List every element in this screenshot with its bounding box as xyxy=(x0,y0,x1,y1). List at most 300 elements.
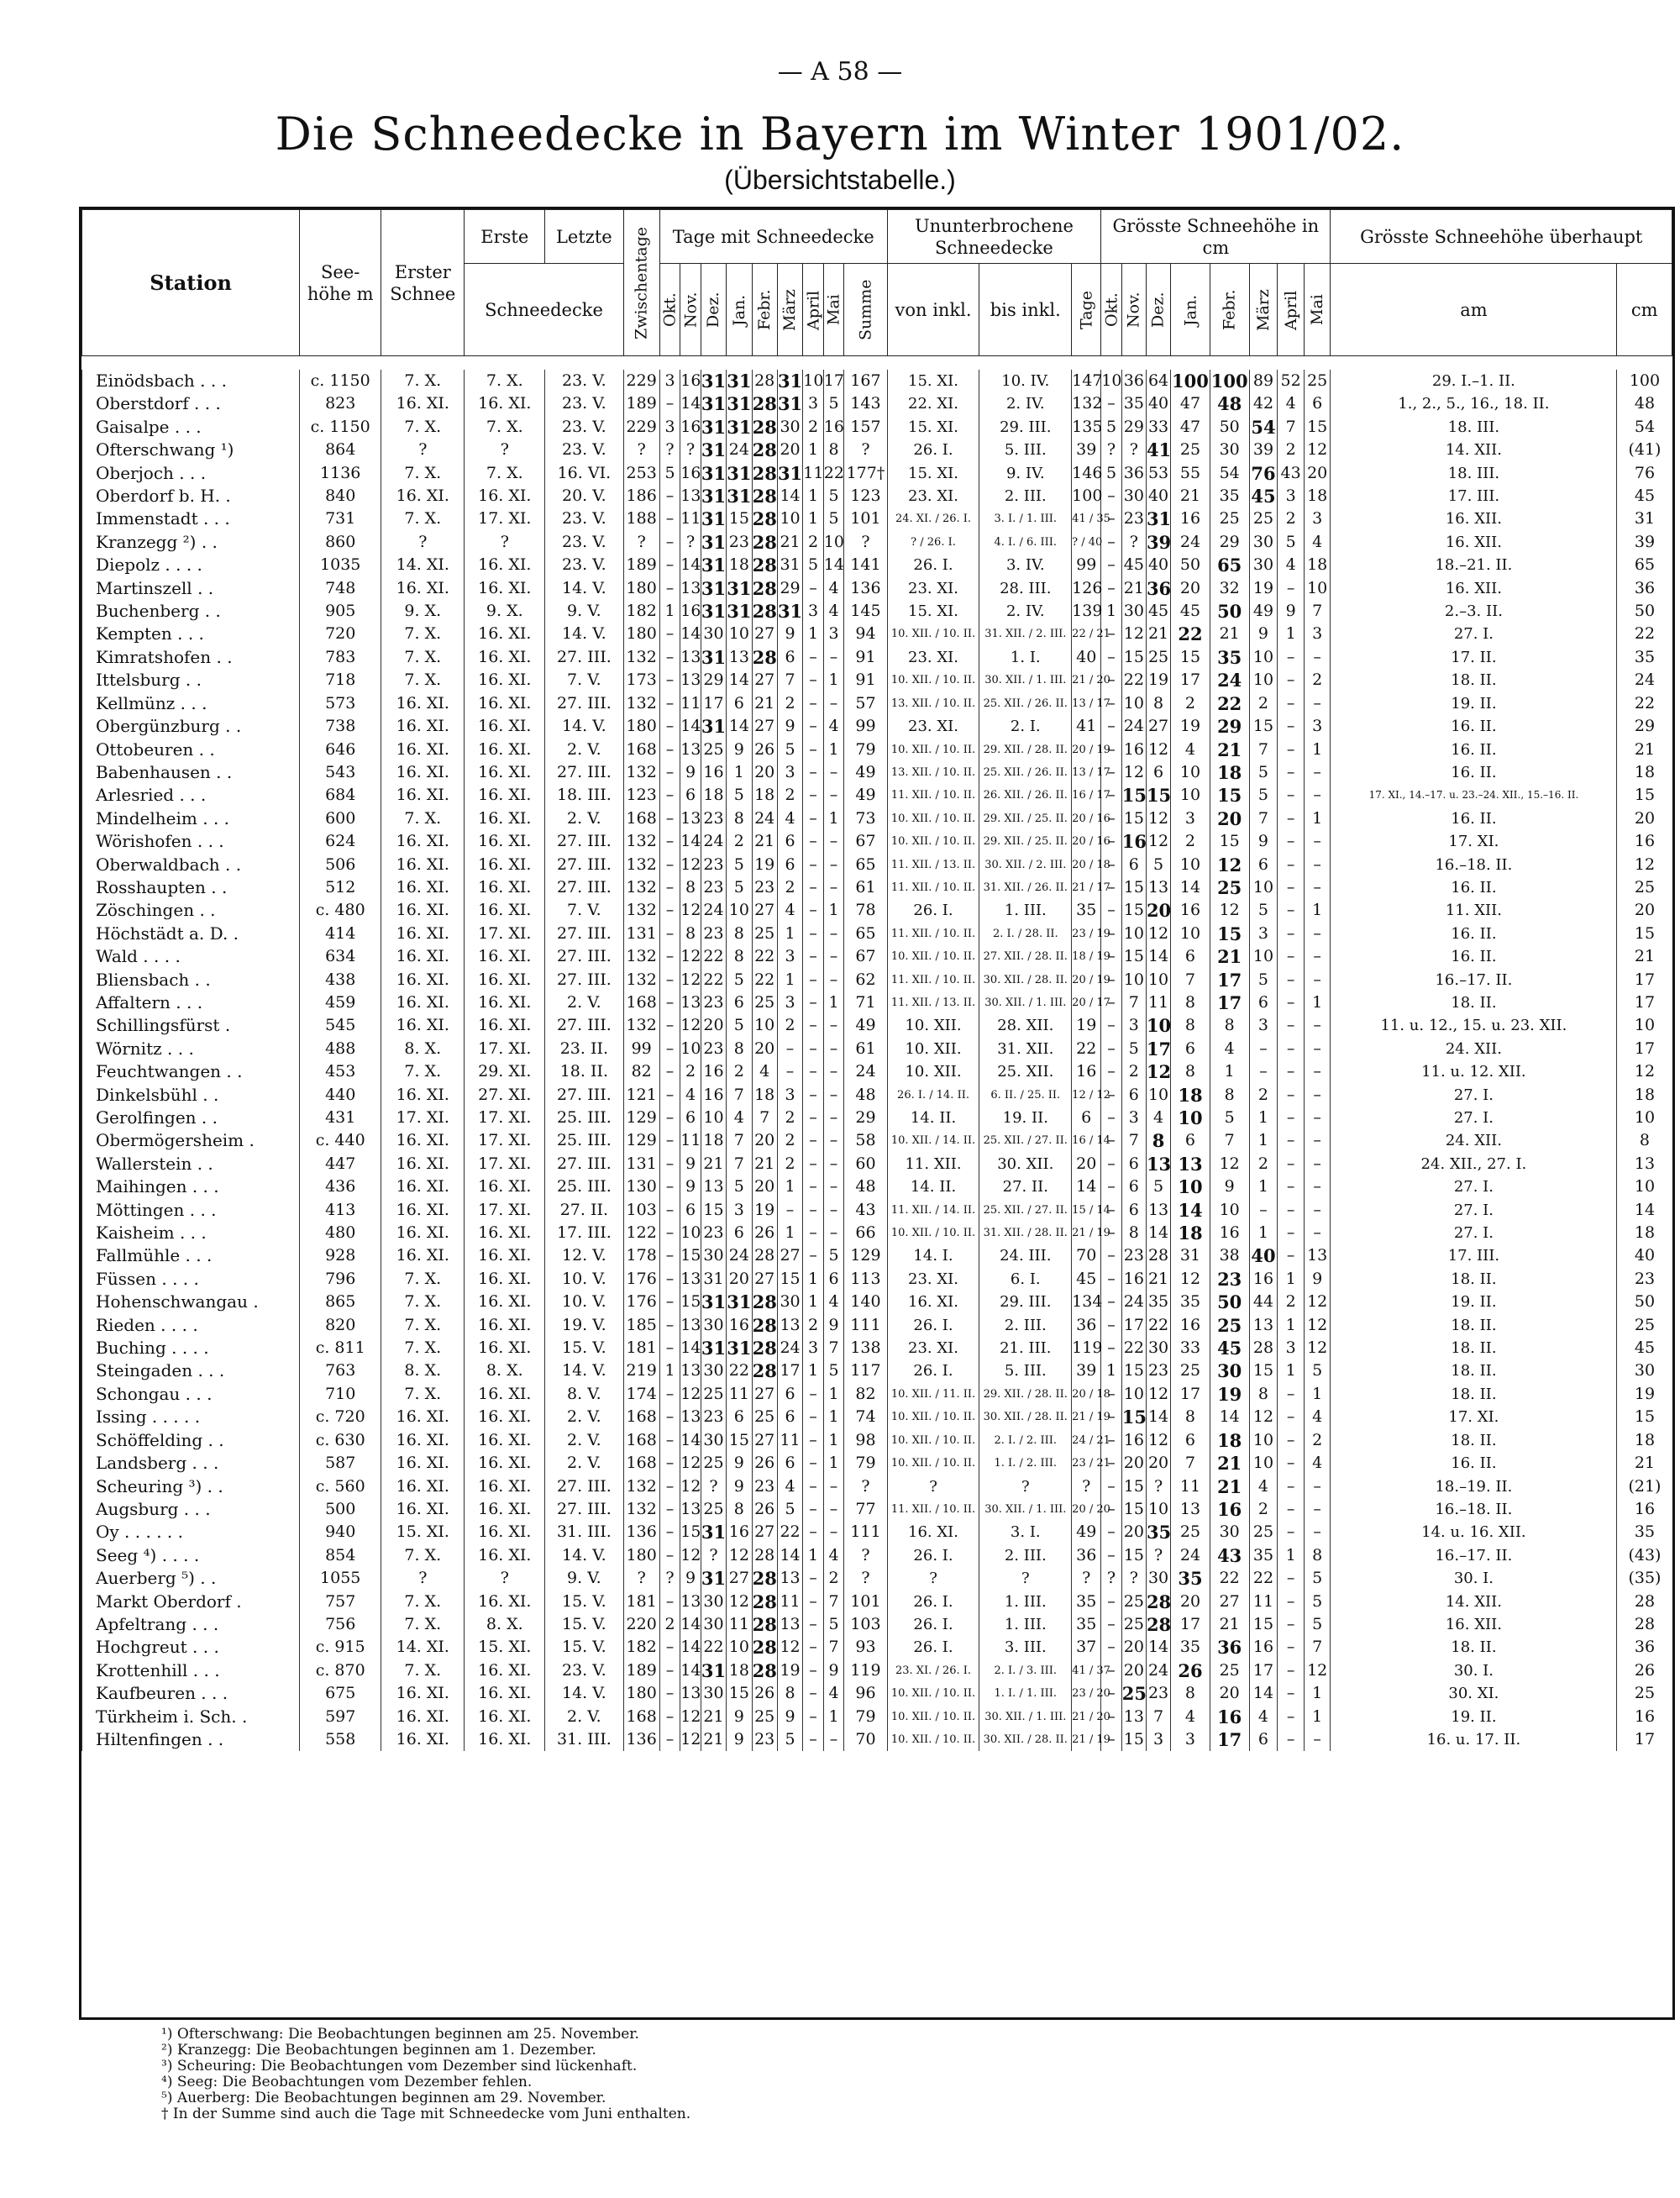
station-name: Feuchtwangen . . xyxy=(82,1060,300,1083)
table-cell: 10. XII. xyxy=(887,1038,979,1060)
table-cell: 17 xyxy=(1121,1314,1146,1337)
table-cell: 2. V. xyxy=(545,1406,623,1428)
table-cell: – xyxy=(659,1521,680,1543)
table-cell: 6 xyxy=(1249,1728,1278,1751)
table-cell: 54 xyxy=(1249,416,1278,439)
table-cell: 16. XI. xyxy=(381,854,465,876)
table-cell: 12 xyxy=(1146,923,1170,945)
table-cell: 28 xyxy=(752,462,777,484)
table-cell: 16. XI. xyxy=(381,1014,465,1037)
table-cell: 22 xyxy=(1249,1567,1278,1590)
table-cell: 18 xyxy=(1617,1084,1672,1107)
table-cell: 1 xyxy=(659,1359,680,1382)
table-cell: 25. III. xyxy=(545,1107,623,1129)
table-cell: – xyxy=(659,623,680,645)
table-cell: 4 xyxy=(1146,1107,1170,1129)
table-cell: 16 xyxy=(1249,1636,1278,1659)
table-cell: 15 xyxy=(1146,785,1172,807)
table-cell: 28 xyxy=(1146,1613,1172,1635)
table-cell: 25 xyxy=(752,1406,777,1428)
table-cell: – xyxy=(659,1107,680,1129)
table-cell: – xyxy=(1278,1175,1305,1198)
table-cell: ? xyxy=(1121,1567,1146,1590)
table-cell: 2 xyxy=(803,1314,824,1337)
table-cell: 1 xyxy=(823,1406,844,1428)
table-cell: 15 xyxy=(1121,646,1146,669)
table-cell: 7. X. xyxy=(465,462,545,485)
table-row xyxy=(82,1129,1672,1152)
table-cell: 18. III. xyxy=(545,784,623,807)
table-cell: 23 / 21 xyxy=(1072,1452,1101,1475)
table-cell: 20 xyxy=(1146,1452,1170,1475)
table-cell: – xyxy=(1101,761,1122,784)
table-cell: – xyxy=(659,507,680,530)
table-cell: – xyxy=(803,1498,824,1521)
table-cell: 720 xyxy=(300,623,381,645)
table-cell: 9 xyxy=(727,1728,752,1751)
table-cell: 168 xyxy=(623,1406,659,1428)
table-cell: 10 xyxy=(803,370,824,392)
table-cell: 28 xyxy=(752,646,777,668)
table-cell: 130 xyxy=(623,1175,659,1198)
table-cell: 10 xyxy=(1617,1175,1672,1198)
table-cell: 15. XI. xyxy=(887,600,979,623)
table-cell: 20 xyxy=(1617,899,1672,922)
table-cell: 6 xyxy=(1249,854,1278,876)
table-cell: 10. XII. / 10. II. xyxy=(887,1706,979,1728)
table-cell: 9 xyxy=(727,1452,752,1475)
table-cell: 1 xyxy=(803,623,824,645)
table-cell: 99 xyxy=(623,1038,659,1060)
table-cell: 1 xyxy=(777,923,802,945)
table-cell: 1 xyxy=(1278,1359,1305,1382)
table-cell: 7. X. xyxy=(465,370,545,392)
table-cell: 16. XI. xyxy=(465,1682,545,1705)
table-cell: 41 / 35 xyxy=(1072,507,1101,530)
table-cell: 8. X. xyxy=(381,1038,465,1060)
table-cell: 111 xyxy=(844,1314,887,1337)
table-row xyxy=(82,1567,1672,1590)
table-cell: 143 xyxy=(844,392,887,415)
table-cell: – xyxy=(823,1222,844,1244)
header-cm-nov: Nov. xyxy=(1121,264,1146,356)
table-cell: 140 xyxy=(844,1291,887,1313)
table-cell: 20 / 16 xyxy=(1072,830,1101,853)
table-cell: 5 xyxy=(1121,1038,1146,1060)
table-cell: 12 xyxy=(1304,1337,1331,1359)
table-cell: 16. XI. xyxy=(465,554,545,576)
table-cell: 1 xyxy=(777,969,802,991)
table-cell: 15 xyxy=(1121,1544,1146,1567)
table-cell: 16 xyxy=(727,1521,752,1543)
table-cell: 6. II. / 25. II. xyxy=(979,1084,1072,1107)
table-cell: 6 xyxy=(777,854,802,876)
table-cell: 11. XII. xyxy=(1331,899,1617,922)
table-cell: 24 xyxy=(1210,669,1249,691)
station-name: Hiltenfingen . . xyxy=(82,1728,300,1751)
table-cell: 2 xyxy=(777,876,802,899)
table-cell: 7. X. xyxy=(381,1613,465,1636)
table-cell: – xyxy=(1101,1222,1122,1244)
table-cell: 16. XI. xyxy=(381,715,465,738)
table-cell: 132 xyxy=(1072,392,1101,415)
table-cell: 1 xyxy=(823,899,844,922)
table-cell: 188 xyxy=(623,507,659,530)
table-cell: – xyxy=(803,807,824,830)
table-cell: 1 xyxy=(1304,1706,1331,1728)
table-cell: 132 xyxy=(623,830,659,853)
table-cell: 17. XI. xyxy=(465,507,545,530)
table-cell: 16. XI. xyxy=(465,1429,545,1452)
table-cell: 25 xyxy=(701,1498,726,1521)
table-cell: – xyxy=(823,1129,844,1152)
table-cell: 413 xyxy=(300,1199,381,1222)
table-cell: – xyxy=(659,531,680,554)
table-cell: 11. XII. / 13. II. xyxy=(887,991,979,1014)
table-cell: 27. III. xyxy=(545,1014,623,1037)
table-cell: 9 xyxy=(680,1175,701,1198)
table-cell: 6 xyxy=(680,1199,701,1222)
table-cell: 15 xyxy=(1617,923,1672,945)
table-cell: 30 xyxy=(1210,1359,1249,1382)
table-cell: 4 xyxy=(1278,554,1305,576)
footnotes xyxy=(161,2027,1253,2122)
table-cell: 7. X. xyxy=(381,370,465,392)
table-cell: 31. XII. / 28. II. xyxy=(979,1222,1072,1244)
table-cell: 189 xyxy=(623,392,659,415)
table-cell: 16. XI. xyxy=(381,692,465,715)
table-cell: – xyxy=(803,761,824,784)
table-cell: – xyxy=(1101,969,1122,991)
table-cell: 29 xyxy=(777,577,802,600)
table-cell: 15 xyxy=(1304,416,1331,439)
table-cell: 16. XI. xyxy=(465,1544,545,1567)
table-cell: 5 xyxy=(777,1498,802,1521)
table-cell: 24 xyxy=(844,1060,887,1083)
table-cell: 43 xyxy=(844,1199,887,1222)
table-cell: – xyxy=(1101,623,1122,645)
table-cell: 18 xyxy=(701,1129,726,1152)
table-cell: 840 xyxy=(300,485,381,507)
table-cell: 11 xyxy=(777,1429,802,1452)
table-cell: 12 xyxy=(1210,854,1249,876)
table-cell: 16. XI. xyxy=(381,485,465,507)
table-cell: 14 xyxy=(823,554,844,576)
station-name: Schillingsfürst . xyxy=(82,1014,300,1037)
table-cell: – xyxy=(659,1659,680,1682)
table-cell: 16. XI. xyxy=(381,1682,465,1705)
table-cell: 219 xyxy=(623,1359,659,1382)
table-cell: 731 xyxy=(300,507,381,530)
table-cell: 6 xyxy=(777,1383,802,1406)
table-cell: 19 xyxy=(1210,1383,1249,1406)
table-cell: 29. XI. xyxy=(465,1060,545,1083)
table-cell: 10 xyxy=(823,531,844,554)
table-cell: – xyxy=(1304,1498,1331,1521)
table-cell: 50 xyxy=(1171,554,1210,576)
table-cell: 30 xyxy=(1121,600,1146,623)
station-name: Buching . . . . xyxy=(82,1337,300,1359)
table-cell: 45 xyxy=(1121,554,1146,576)
table-cell: – xyxy=(659,784,680,807)
table-cell: 13 xyxy=(680,1591,701,1613)
table-cell: 7. X. xyxy=(381,807,465,830)
table-cell: 16 xyxy=(1072,1060,1101,1083)
table-cell: 13 xyxy=(680,1314,701,1337)
table-cell: – xyxy=(803,1706,824,1728)
table-cell: 15 xyxy=(1121,1728,1146,1751)
table-cell: 31 xyxy=(727,1338,752,1359)
table-row xyxy=(82,1659,1672,1682)
table-cell: 3. IV. xyxy=(979,554,1072,576)
table-cell: – xyxy=(803,784,824,807)
table-cell: 21 / 20 xyxy=(1072,669,1101,691)
table-cell: 17. XI. xyxy=(381,1107,465,1129)
table-cell: 100 xyxy=(1172,371,1209,392)
table-cell: 185 xyxy=(623,1314,659,1337)
table-cell: 4 xyxy=(1171,739,1210,761)
table-cell: – xyxy=(1101,646,1122,669)
header-month-nov: Nov. xyxy=(680,264,701,356)
table-cell: 16 xyxy=(1121,831,1147,853)
page-number: — A 58 — xyxy=(777,57,903,87)
table-cell: 21 xyxy=(752,1153,777,1175)
table-cell: – xyxy=(1101,1014,1122,1037)
table-cell: c. 480 xyxy=(300,899,381,922)
footnote: † In der Summe sind auch die Tage mit Schneedecke vom Juni enthalten. xyxy=(161,2106,691,2122)
table-cell: 16. XI. xyxy=(465,577,545,600)
station-name: Steingaden . . . xyxy=(82,1359,300,1382)
table-cell: 21. III. xyxy=(979,1337,1072,1359)
table-cell: 16 xyxy=(701,761,726,784)
table-cell: 17. XI. xyxy=(465,1107,545,1129)
table-row xyxy=(82,1038,1672,1060)
table-cell: 2 xyxy=(1278,439,1305,461)
table-cell: 18. III. xyxy=(1331,416,1617,439)
table-cell: 12 xyxy=(727,1544,752,1567)
table-cell: 5 xyxy=(1146,1175,1170,1198)
header-cm-jan: Jan. xyxy=(1171,264,1210,356)
table-cell: 23. V. xyxy=(545,439,623,461)
table-cell: 15 xyxy=(680,1244,701,1267)
table-cell: 113 xyxy=(844,1268,887,1291)
table-row xyxy=(82,945,1672,968)
table-cell: 6 xyxy=(1072,1107,1101,1129)
table-cell: 10 xyxy=(752,1014,777,1037)
table-cell: – xyxy=(659,991,680,1014)
table-cell: 9 xyxy=(680,1567,701,1590)
table-cell: 31 xyxy=(727,371,752,392)
table-cell: 16. XI. xyxy=(381,1199,465,1222)
table-cell: 16. XII. xyxy=(1331,507,1617,530)
table-cell: 31 xyxy=(701,462,727,484)
table-cell: 2 xyxy=(1121,1060,1146,1083)
table-cell: 31 xyxy=(701,531,727,553)
table-cell: 16 / 14 xyxy=(1072,1129,1101,1152)
table-cell: 15 xyxy=(1121,785,1147,807)
table-cell: 12 xyxy=(680,1383,701,1406)
table-cell: 10. XII. / 14. II. xyxy=(887,1129,979,1152)
table-cell: 14 xyxy=(727,715,752,738)
table-cell: 15 xyxy=(1171,646,1210,669)
table-cell: 13 xyxy=(777,1314,802,1337)
table-cell: 1. III. xyxy=(979,1591,1072,1613)
table-cell: 11. XII. / 10. II. xyxy=(887,1498,979,1521)
table-cell: – xyxy=(1101,1682,1122,1705)
table-cell: 27 xyxy=(777,1244,802,1267)
table-cell: 18 xyxy=(1617,1222,1672,1244)
table-cell: 18 xyxy=(1171,1084,1210,1107)
table-cell: 132 xyxy=(623,1498,659,1521)
table-cell: 27. I. xyxy=(1331,1175,1617,1198)
table-cell: 16. XI. xyxy=(465,1268,545,1291)
table-cell: 12. V. xyxy=(545,1244,623,1267)
table-cell: ? xyxy=(659,439,680,461)
table-cell: 14 xyxy=(1171,876,1210,899)
table-cell: 3 xyxy=(803,1337,824,1359)
table-cell: 168 xyxy=(623,1706,659,1728)
station-name: Wörishofen . . . xyxy=(82,830,300,853)
table-cell: 1 xyxy=(777,1222,802,1244)
table-cell: – xyxy=(1278,1060,1305,1083)
table-cell: 31. XII. / 26. II. xyxy=(979,876,1072,899)
table-cell: 31 xyxy=(727,577,752,599)
table-cell: 2 xyxy=(777,1153,802,1175)
table-cell: 13 xyxy=(727,646,752,669)
table-cell: 16. XI. xyxy=(465,1452,545,1475)
table-cell: (35) xyxy=(1617,1567,1672,1590)
table-cell: 23. XI. xyxy=(887,1337,979,1359)
table-cell: 20 / 18 xyxy=(1072,1383,1101,1406)
table-cell: 33 xyxy=(1171,1337,1210,1359)
table-cell: 28 xyxy=(752,416,777,438)
table-cell: 16 xyxy=(823,416,844,439)
table-cell: 25 xyxy=(701,739,726,761)
table-cell: – xyxy=(1101,739,1122,761)
table-cell: 132 xyxy=(623,761,659,784)
table-cell: – xyxy=(1101,991,1122,1014)
station-name: Babenhausen . . xyxy=(82,761,300,784)
table-cell: 1 xyxy=(1278,1268,1305,1291)
table-cell: – xyxy=(1101,1728,1122,1751)
table-cell: 16 xyxy=(1171,507,1210,530)
station-name: Bliensbach . . xyxy=(82,969,300,991)
table-cell: 1 xyxy=(1101,600,1122,623)
table-cell: 7 xyxy=(752,1107,777,1129)
table-cell: 16. II. xyxy=(1331,807,1617,830)
table-cell: 22 xyxy=(752,969,777,991)
table-cell: 22 xyxy=(1121,1337,1146,1359)
table-cell: 4 xyxy=(777,807,802,830)
table-cell: – xyxy=(803,1452,824,1475)
table-cell: 587 xyxy=(300,1452,381,1475)
table-row xyxy=(82,1291,1672,1313)
table-cell: 2. V. xyxy=(545,1452,623,1475)
table-cell: 23. XI. xyxy=(887,646,979,669)
footnote: ³) Scheuring: Die Beobachtungen vom Dezember sind lückenhaft. xyxy=(161,2058,638,2074)
table-cell: 12 xyxy=(1304,1314,1331,1337)
table-cell: – xyxy=(659,1337,680,1359)
table-cell: – xyxy=(1101,692,1122,715)
table-cell: 49 xyxy=(1249,600,1278,623)
table-cell: 1. I. xyxy=(979,646,1072,669)
table-cell: 16. XI. xyxy=(465,1244,545,1267)
table-cell: – xyxy=(803,1406,824,1428)
table-cell: 21 / 17 xyxy=(1072,876,1101,899)
table-cell: 8 xyxy=(1171,1682,1210,1705)
table-cell: 64 xyxy=(1146,370,1170,392)
table-cell: 1 xyxy=(1249,1107,1278,1129)
table-cell: 180 xyxy=(623,577,659,600)
table-cell: 17 xyxy=(1210,1728,1249,1751)
table-cell: – xyxy=(803,1682,824,1705)
table-cell: – xyxy=(1278,1107,1305,1129)
table-cell: 11 xyxy=(680,1129,701,1152)
table-cell: 41 xyxy=(1146,439,1172,461)
table-cell: 757 xyxy=(300,1591,381,1613)
table-cell: 905 xyxy=(300,600,381,623)
table-cell: – xyxy=(659,969,680,991)
table-cell: 16. II. xyxy=(1331,876,1617,899)
table-row xyxy=(82,507,1672,530)
table-cell: 4 xyxy=(823,1682,844,1705)
table-cell: 2 xyxy=(777,692,802,715)
table-row xyxy=(82,1406,1672,1428)
table-cell: 23 / 20 xyxy=(1072,1682,1101,1705)
header-month-april: April xyxy=(803,264,824,356)
table-cell: 10 xyxy=(1171,1107,1210,1129)
table-cell: 30 xyxy=(1146,1337,1170,1359)
table-cell: 18. II. xyxy=(1331,1314,1617,1337)
table-cell: 11 xyxy=(727,1383,752,1406)
table-cell: 2. V. xyxy=(545,1429,623,1452)
table-row xyxy=(82,1682,1672,1705)
table-cell: 14 xyxy=(680,830,701,853)
table-cell: 20 xyxy=(1121,1452,1146,1475)
station-name: Oberstdorf . . . xyxy=(82,392,300,415)
table-cell: 15. XI. xyxy=(381,1521,465,1543)
table-cell: 14. V. xyxy=(545,577,623,600)
table-cell: 14. V. xyxy=(545,1359,623,1382)
table-cell: – xyxy=(1101,485,1122,507)
table-cell: 7 xyxy=(823,1636,844,1659)
table-cell: 16. XI. xyxy=(465,392,545,415)
table-cell: ? xyxy=(680,531,701,554)
table-cell: 5 xyxy=(1249,784,1278,807)
table-cell: 30 xyxy=(1210,439,1249,461)
table-cell: – xyxy=(659,1038,680,1060)
table-cell: 10 xyxy=(1617,1014,1672,1037)
table-cell: – xyxy=(803,854,824,876)
table-cell: 31. XII. xyxy=(979,1038,1072,1060)
table-cell: 229 xyxy=(623,416,659,439)
table-cell: 71 xyxy=(844,991,887,1014)
table-cell: 16. XI. xyxy=(381,1498,465,1521)
table-cell: 22 xyxy=(1146,1314,1170,1337)
table-cell: 29 xyxy=(1210,715,1249,738)
table-cell: – xyxy=(777,1060,802,1083)
table-cell: 10 xyxy=(727,899,752,922)
table-cell: 2 xyxy=(777,1107,802,1129)
table-cell: 5 xyxy=(823,392,844,415)
table-cell: – xyxy=(659,1544,680,1567)
table-cell: 16 xyxy=(680,462,701,485)
table-cell: 70 xyxy=(1072,1244,1101,1267)
table-row xyxy=(82,1060,1672,1083)
table-cell: 9 xyxy=(680,1153,701,1175)
table-cell: 2. V. xyxy=(545,991,623,1014)
table-cell: 14. u. 16. XII. xyxy=(1331,1521,1617,1543)
